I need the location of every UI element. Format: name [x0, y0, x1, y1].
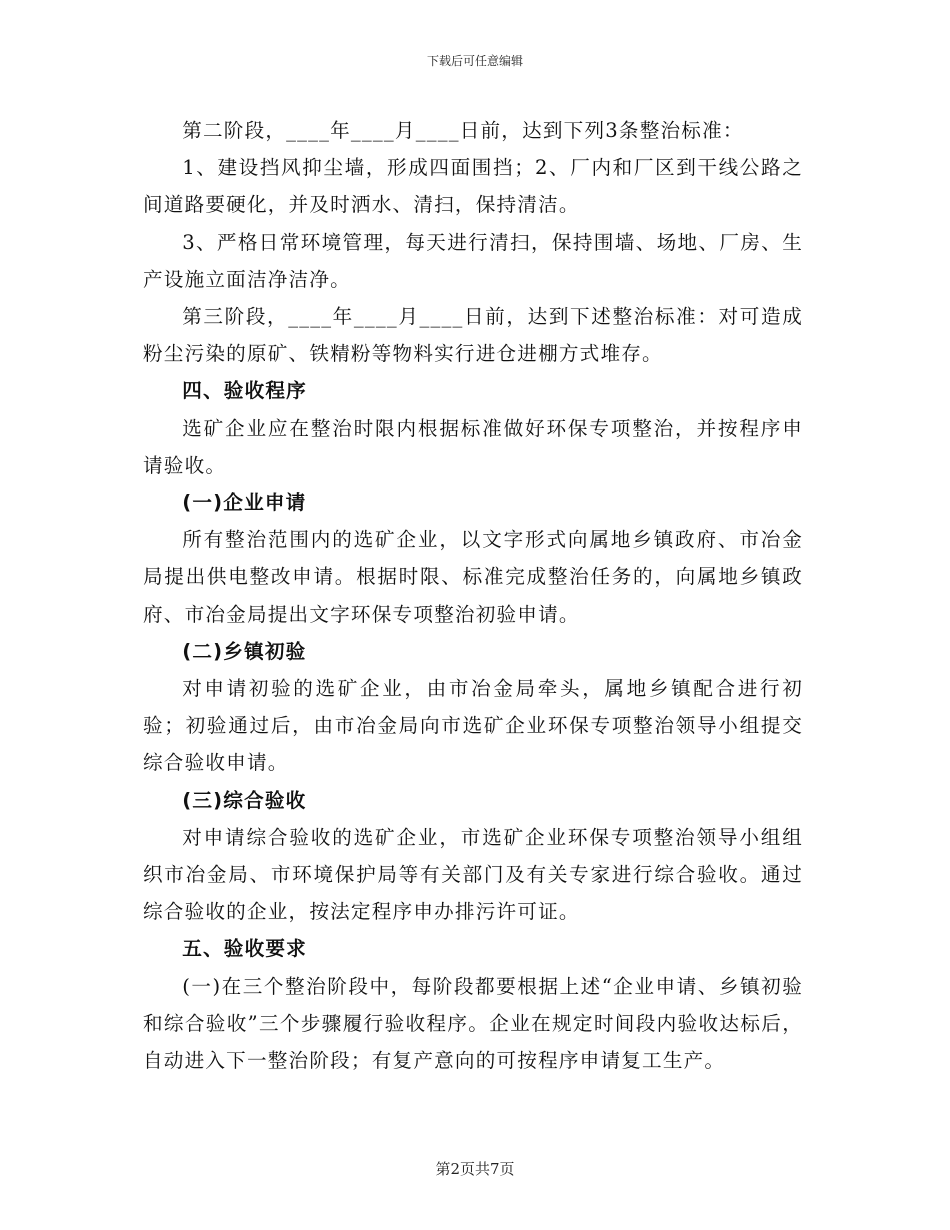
section-heading-acceptance-procedure: 四、验收程序 — [182, 379, 307, 403]
page-header: 下载后可任意编辑 — [426, 54, 523, 68]
paragraph-enterprise-application: 所有整治范围内的选矿企业，以文字形式向属地乡镇政府、市冶金局提出供电整改申请。根据时限、标准完成整治任务的，向属地乡镇政府、市冶金局提出文字环保专项整治初验申请。 — [143, 528, 803, 626]
subheading-enterprise-application: (一)企业申请 — [182, 491, 307, 515]
paragraph-standard-1-2: 1、建设挡风抑尘墙，形成四面围挡；2、厂内和厂区到干线公路之间道路要硬化，并及时洒水、清扫，保持清洁。 — [143, 156, 803, 217]
paragraph-stage-two: 第二阶段，____年____月____日前，达到下列3条整治标准： — [182, 119, 744, 142]
paragraph-stage-three: 第三阶段，____年____月____日前，达到下述整治标准：对可造成粉尘污染的原矿、铁精粉等物料实行进仓进棚方式堆存。 — [143, 305, 803, 366]
paragraph-acceptance-intro: 选矿企业应在整治时限内根据标准做好环保专项整治，并按程序申请验收。 — [143, 416, 803, 477]
subheading-comprehensive-acceptance: (三)综合验收 — [182, 788, 307, 812]
subheading-township-inspection: (二)乡镇初验 — [182, 639, 307, 663]
section-heading-acceptance-requirements: 五、验收要求 — [182, 937, 307, 961]
paragraph-comprehensive-acceptance: 对申请综合验收的选矿企业，市选矿企业环保专项整治领导小组组织市冶金局、市环境保护局等有关部门及有关专家进行综合验收。通过综合验收的企业，按法定程序申办排污许可证。 — [143, 825, 803, 924]
paragraph-standard-3: 3、严格日常环境管理，每天进行清扫，保持围墙、场地、厂房、生产设施立面洁净洁净。 — [143, 230, 803, 291]
paragraph-township-inspection: 对申请初验的选矿企业，由市冶金局牵头，属地乡镇配合进行初验；初验通过后，由市冶金局向市选矿企业环保专项整治领导小组提交综合验收申请。 — [143, 677, 803, 775]
page-footer: 第2页共7页 — [435, 1160, 515, 1178]
paragraph-acceptance-requirement-1: (一)在三个整治阶段中，每阶段都要根据上述“企业申请、乡镇初验和综合验收”三个步骤履行验收程序。企业在规定时间段内验收达标后，自动进入下一整治阶段；有复产意向的可按程序申请复工生产。 — [143, 974, 803, 1073]
document-body — [143, 112, 803, 1079]
